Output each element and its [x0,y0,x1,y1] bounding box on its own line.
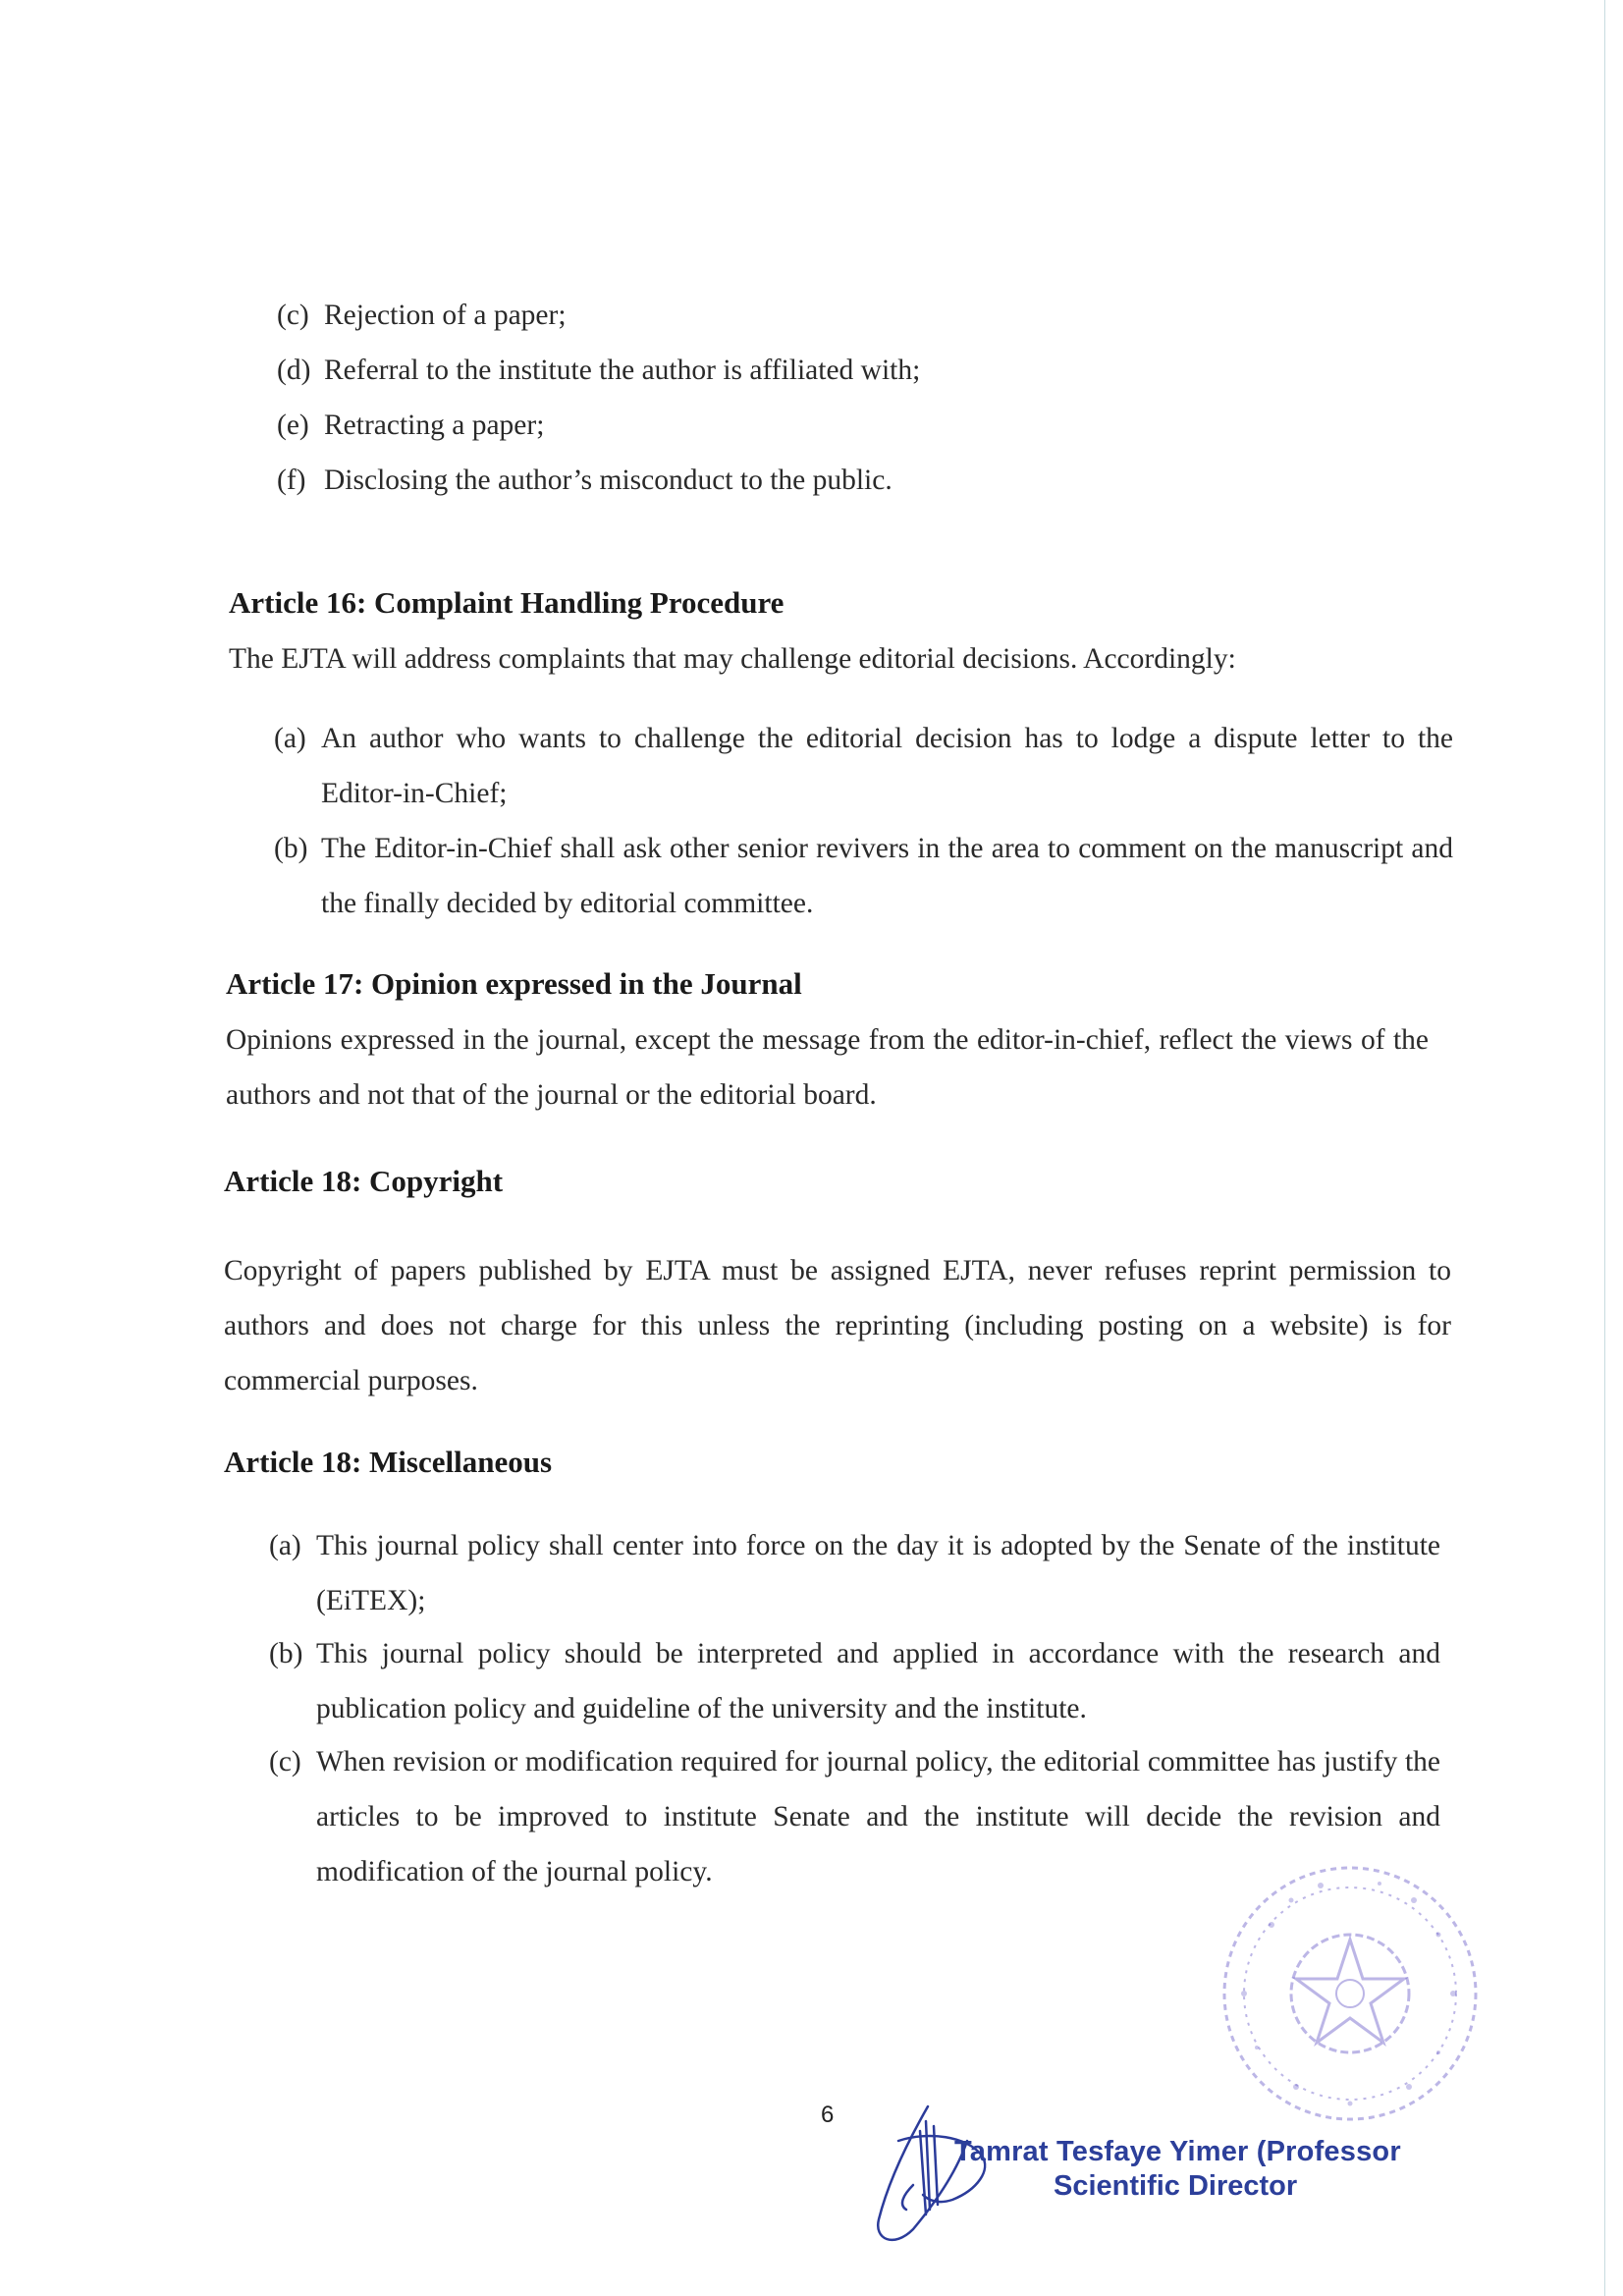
article-16-item-b [274,821,1453,931]
list-marker: (c) [277,300,309,331]
list-marker: (a) [269,1530,301,1561]
signatory-title: Scientific Director [1054,2170,1298,2202]
list-marker: (f) [277,465,306,496]
official-stamp [1203,1846,1497,2141]
page-edge-line [1604,0,1605,2296]
article-18-misc-item-a [269,1518,1440,1628]
list-marker: (e) [277,410,309,441]
list-marker: (d) [277,355,311,386]
list-marker: (a) [274,723,306,754]
list-marker: (c) [269,1746,301,1777]
list-marker: (b) [274,833,308,864]
list-item-text: Retracting a paper; [324,410,545,441]
list-item-text: This journal policy should be interpreted and applied in accordance with the research and publication policy and guideline of the university and the institute. [316,1638,1440,1724]
page-number: 6 [821,2102,835,2128]
signatory-name: Tamrat Tesfaye Yimer (Professor [954,2136,1401,2167]
article-17-heading: Article 17: Opinion expressed in the Journal [226,966,802,1001]
list-marker: (b) [269,1638,303,1669]
list-item-e [277,398,544,453]
list-item-d [277,343,920,398]
article-18-misc-item-b [269,1626,1440,1736]
handwritten-signature [869,2102,1016,2249]
article-16-item-a [274,711,1453,821]
article-18-copyright-body: Copyright of papers published by EJTA must be assigned EJTA, never refuses reprint permission to authors and does not charge for this unless the reprinting (including posting on a website) is for commercial purposes. [224,1255,1451,1396]
article-16-intro: The EJTA will address complaints that may challenge editorial decisions. Accordingly: [229,643,1236,675]
list-item-c [277,288,567,343]
article-18-misc-heading: Article 18: Miscellaneous [224,1445,553,1479]
article-16-heading: Article 16: Complaint Handling Procedure [229,585,784,620]
article-17-body: Opinions expressed in the journal, except the message from the editor-in-chief, reflect the views of the authors and not that of the journal or the editorial board. [226,1024,1429,1111]
list-item-text: The Editor-in-Chief shall ask other senior revivers in the area to comment on the manuscript and the finally decided by editorial committee. [321,833,1453,919]
list-item-text: An author who wants to challenge the editorial decision has to lodge a dispute letter to the Editor-in-Chief; [321,723,1453,809]
list-item-text: Rejection of a paper; [324,300,567,331]
article-18-copyright-heading: Article 18: Copyright [224,1164,504,1198]
list-item-text: Disclosing the author’s misconduct to the public. [324,465,893,496]
list-item-text: Referral to the institute the author is affiliated with; [324,355,921,386]
list-item-text: This journal policy shall center into force on the day it is adopted by the Senate of the institute (EiTEX); [316,1530,1440,1616]
list-item-text: When revision or modification required for journal policy, the editorial committee has justify the articles to be improved to institute Senate and the institute will decide the revision and modification of the journal policy. [316,1746,1440,1887]
list-item-f [277,453,893,508]
